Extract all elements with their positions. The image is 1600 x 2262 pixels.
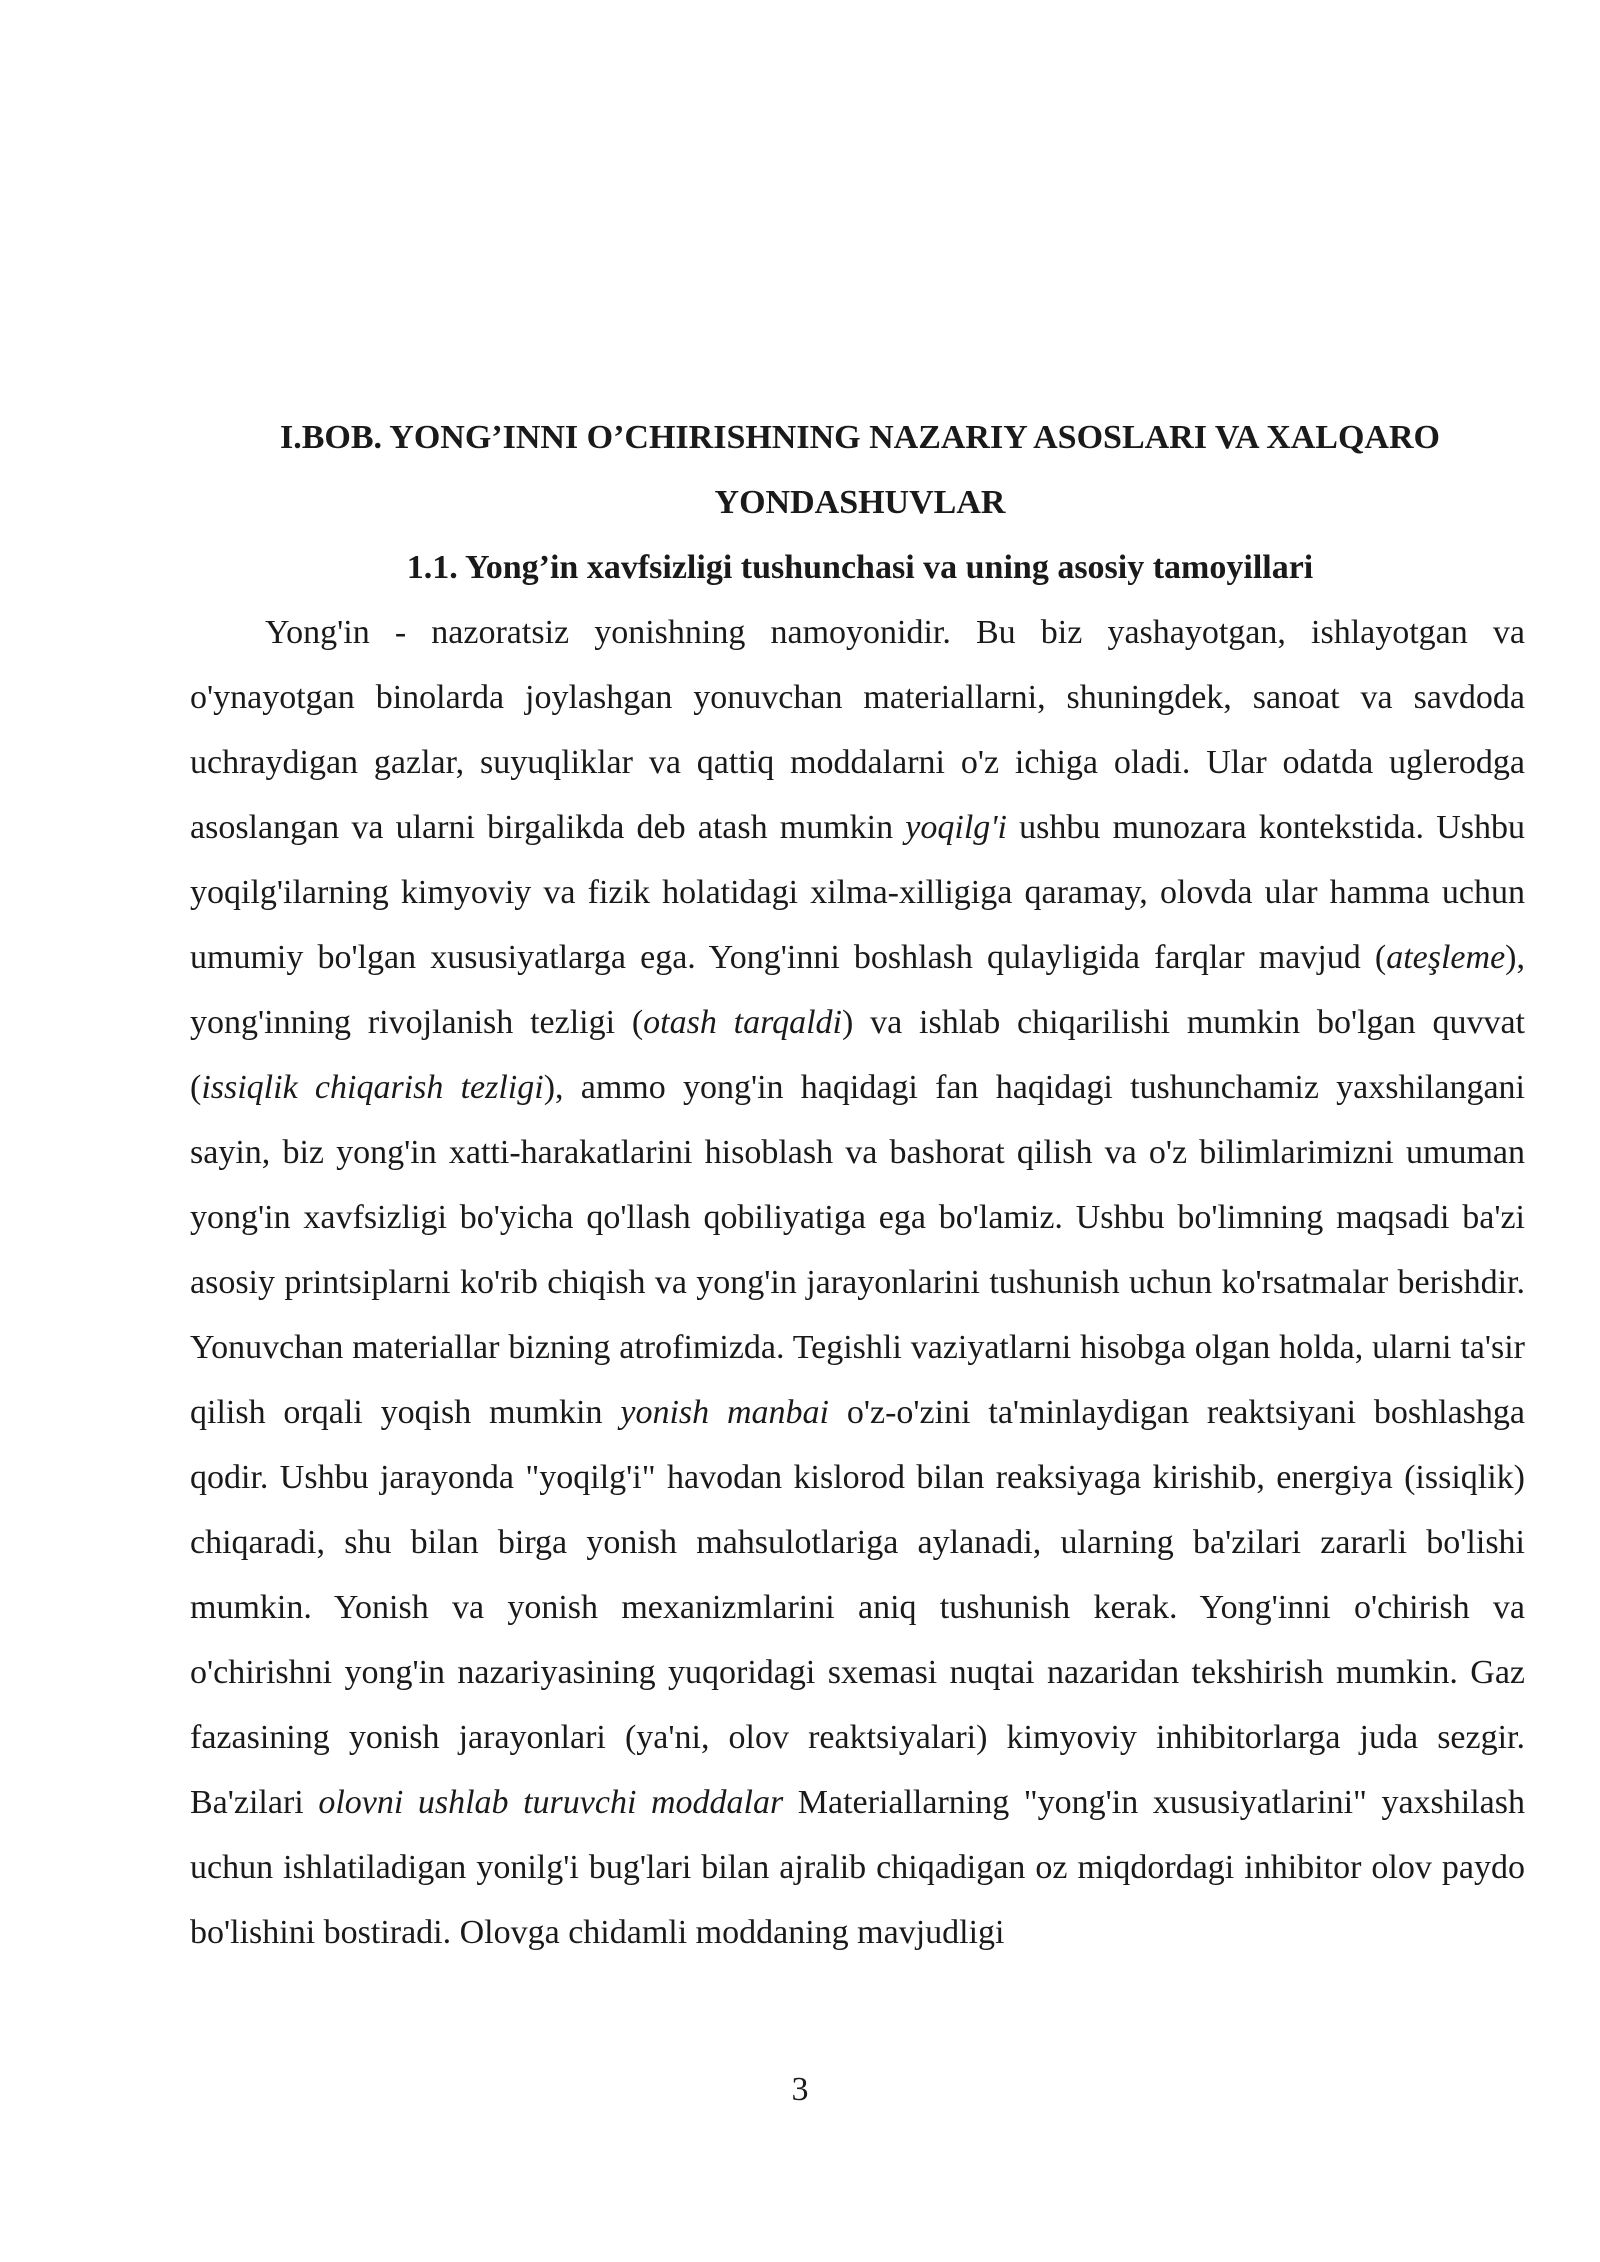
paragraph-text-5: ), ammo yong'in haqidagi fan haqidagi tushunchamiz yaxshilangani sayin, biz yong'in xatti-harakatlarini hisoblash va bashorat qilish va o'z bilimlarimizni umuman yong'in xavfsizligi bo'yicha qo'llash qobiliyatiga ega bo'lamiz. Ushbu bo'limning maqsadi ba'zi asosiy printsiplarni ko'rib chiqish va yong'in jarayonlarini tushunish uchun ko'rsatmalar berishdir. Yonuvchan materiallar bizning atrofimizda. Tegishli vaziyatlarni hisobga olgan holda, ularni ta'sir qilish orqali yoqish mumkin (190, 1069, 1525, 1431)
chapter-title (190, 405, 1530, 535)
italic-term-otash-tarqaldi: otash tarqaldi (643, 1004, 842, 1041)
chapter-title-line-1: I.BOB. YONG’INNI O’CHIRISHNING NAZARIY ASOSLARI VA XALQARO (280, 419, 1440, 456)
italic-term-issiqlik-chiqarish: issiqlik chiqarish tezligi (201, 1069, 544, 1106)
paragraph-text-7: Materiallarning "yong'in xususiyatlarini" yaxshilash uchun ishlatiladigan yonilg'i bug'lari bilan ajralib chiqadigan oz miqdordagi inhibitor olov paydo bo'lishini bostiradi. Olovga chidamli moddaning mavjudligi (190, 1784, 1525, 1951)
italic-term-olovni-ushlab: olovni ushlab turuvchi moddalar (318, 1784, 784, 1821)
italic-term-yoqilgi: yoqilg'i (905, 809, 1007, 846)
page-number: 3 (791, 2071, 809, 2108)
body-paragraph (190, 600, 1525, 1965)
chapter-title-line-2: YONDASHUVLAR (714, 484, 1006, 521)
paragraph-text-6: o'z-o'zini ta'minlaydigan reaktsiyani boshlashga qodir. Ushbu jarayonda "yoqilg'i" havodan kislorod bilan reaksiyaga kirishib, energiya (issiqlik) chiqaradi, shu bilan birga yonish mahsulotlariga aylanadi, ularning ba'zilari zararli bo'lishi mumkin. Yonish va yonish mexanizmlarini aniq tushunish kerak. Yong'inni o'chirish va o'chirishni yong'in nazariyasining yuqoridagi sxemasi nuqtai nazaridan tekshirish mumkin. Gaz fazasining yonish jarayonlari (ya'ni, olov reaktsiyalari) kimyoviy inhibitorlarga juda sezgir. Ba'zilari (190, 1394, 1525, 1821)
paragraph-text-3: ), yong'inning rivojlanish tezligi ( (190, 939, 1525, 1041)
paragraph-text-1: Yong'in - nazoratsiz yonishning namoyonidir. Bu biz yashayotgan, ishlayotgan va o'ynayotgan binolarda joylashgan yonuvchan materiallarni, shuningdek, sanoat va savdoda uchraydigan gazlar, suyuqliklar va qattiq moddalarni o'z ichiga oladi. Ular odatda uglerodga asoslangan va ularni birgalikda deb atash mumkin (190, 614, 1525, 846)
section-title: 1.1. Yong’in xavfsizligi tushunchasi va uning asosiy tamoyillari (406, 549, 1314, 586)
italic-term-yonish-manbai: yonish manbai (620, 1394, 829, 1431)
italic-term-atesleme: ateşleme (1386, 939, 1506, 976)
paragraph-text-4: ) va ishlab chiqarilishi mumkin bo'lgan quvvat ( (190, 1004, 1525, 1106)
paragraph-text-2: ushbu munozara kontekstida. Ushbu yoqilg'ilarning kimyoviy va fizik holatidagi xilma-xilligiga qaramay, olovda ular hamma uchun umumiy bo'lgan xususiyatlarga ega. Yong'inni boshlash qulayligida farqlar mavjud ( (190, 809, 1525, 976)
